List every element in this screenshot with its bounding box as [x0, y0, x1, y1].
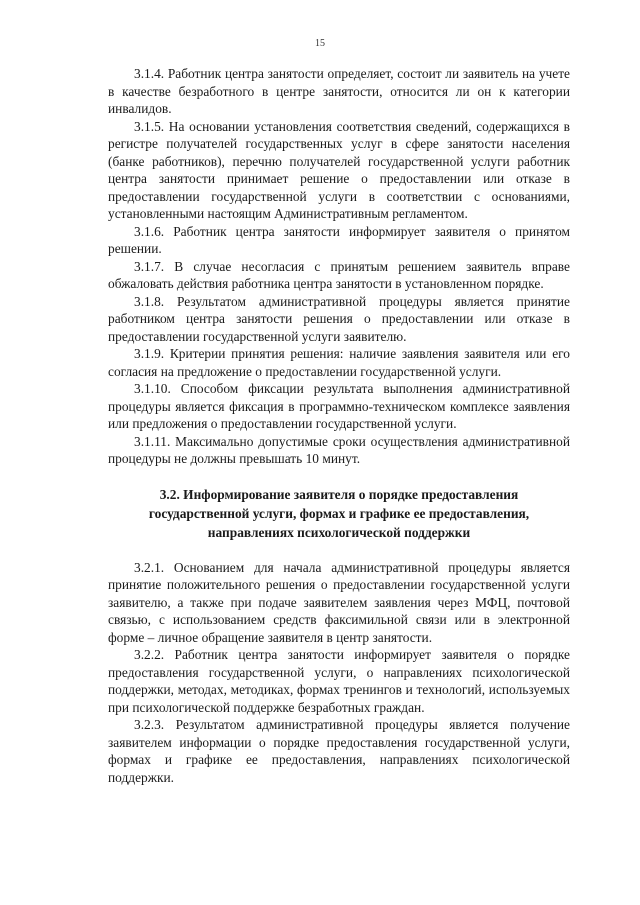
paragraph-3-2-3: 3.2.3. Результатом административной процедуры является получение заявителем информации о порядке предоставления государственной услуги, формах и графике ее предоставления, направлениях психологической поддержки.	[108, 717, 570, 785]
paragraph-3-1-8: 3.1.8. Результатом административной процедуры является принятие работником центра занятости решения о предоставлении или отказе в предоставлении государственной услуги заявителю.	[108, 293, 570, 344]
section-title-line: направлениях психологической поддержки	[207, 524, 471, 540]
section-title	[108, 485, 570, 542]
page-number: 15	[315, 38, 325, 49]
paragraph-3-1-5: 3.1.5. На основании установления соответствия сведений, содержащихся в регистре получателей государственных услуг в сфере занятости населения (банке работников), перечню получателей государственной услуги работник центра занятости принимает решение о предоставлении или отказе в предоставлении государственной услуги в соответствии с основаниями, установленными настоящим Административным регламентом.	[108, 118, 570, 221]
section-title-line: 3.2. Информирование заявителя о порядке предоставления	[159, 486, 519, 502]
section-title-line: государственной услуги, формах и графике ее предоставления,	[148, 505, 530, 521]
document-body	[108, 65, 570, 786]
paragraph-3-1-11: 3.1.11. Максимально допустимые сроки осуществления административной процедуры не должны превышать 10 минут.	[108, 433, 570, 466]
paragraph-3-2-1: 3.2.1. Основанием для начала административной процедуры является принятие положительного решения о предоставлении государственной услуги заявителю, а также при подаче заявителем заявления через МФЦ, почтовой связью, с использованием средств факсимильной связи или в электронной форме – личное обращение заявителя в центр занятости.	[108, 559, 570, 645]
paragraph-3-1-6: 3.1.6. Работник центра занятости информирует заявителя о принятом решении.	[108, 223, 570, 256]
paragraph-3-2-2: 3.2.2. Работник центра занятости информирует заявителя о порядке предоставления государственной услуги, о направлениях психологической поддержки, методах, методиках, формах тренингов и технологий, используемых при психологической поддержке безработных граждан.	[108, 647, 570, 715]
paragraph-3-1-4: 3.1.4. Работник центра занятости определяет, состоит ли заявитель на учете в качестве безработного в центре занятости, относится ли он к категории инвалидов.	[108, 66, 570, 116]
paragraph-3-1-7: 3.1.7. В случае несогласия с принятым решением заявитель вправе обжаловать действия работника центра занятости в установленном порядке.	[108, 258, 570, 291]
paragraph-3-1-10: 3.1.10. Способом фиксации результата выполнения административной процедуры является фиксация в программно-техническом комплексе заявления или предложения о предоставлении государственной услуги.	[108, 381, 570, 431]
paragraph-3-1-9: 3.1.9. Критерии принятия решения: наличие заявления заявителя или его согласия на предложение о предоставлении государственной услуги.	[108, 346, 570, 379]
